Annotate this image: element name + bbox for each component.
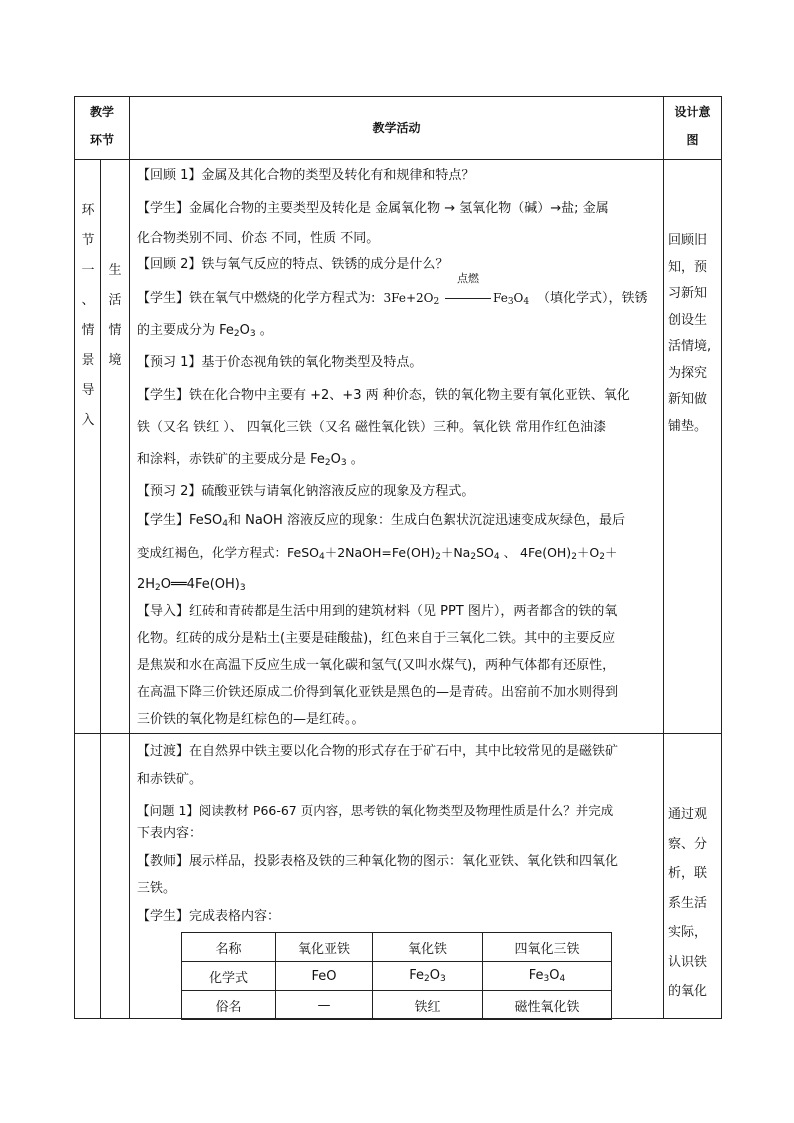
preview-1-answer-line2: 铁（又名 铁红 ）、 四氧化三铁（又名 磁性氧化铁）三种。氧化铁 常用作红色油漆 xyxy=(137,420,607,435)
table-row xyxy=(182,991,612,1020)
intro-line5: 三价铁的氧化物是红棕色的—是红砖。。 xyxy=(137,712,365,727)
preview-1-answer-line3: 和涂料，赤铁矿的主要成分是 $Fe_2O_3$ 。 xyxy=(137,452,364,468)
table-cell: FeO xyxy=(276,962,373,991)
header-bottom-border xyxy=(74,159,722,160)
review-1-answer-line1: 【学生】金属化合物的主要类型及转化是 金属氧化物 → 氢氧化物（碱）→盐; 金属 xyxy=(137,201,609,216)
teacher-line1: 【教师】展示样品，投影表格及铁的三种氧化物的图示：氧化亚铁、氧化铁和四氧化 xyxy=(137,854,619,869)
header-stage: 教学 环节 xyxy=(89,105,114,147)
formula-cell: $Fe_3O_4$ xyxy=(483,962,612,991)
transition-line1: 【过渡】在自然界中铁主要以化合物的形式存在于矿石中，其中比较常见的是磁铁矿 xyxy=(137,744,619,759)
table-cell: 名称 xyxy=(182,933,276,962)
header-activity: 教学活动 xyxy=(372,121,421,135)
table-top-border xyxy=(74,96,722,97)
question-1-line2: 下表内容： xyxy=(137,826,203,841)
stage-column-border xyxy=(129,96,130,1019)
reaction-arrow xyxy=(445,298,491,299)
table-cell: 氧化铁 xyxy=(373,933,483,962)
preview-2-answer-line2: 变成红褐色，化学方程式：$FeSO_4+2NaOH=Fe(OH)_2+Na_2SO_4$ 、 $4Fe(OH)_2+O_2+$ xyxy=(137,545,618,562)
formula-cell: $Fe_2O_3$ xyxy=(373,962,483,991)
table-cell: 磁性氧化铁 xyxy=(483,991,612,1020)
stage-label: 环 节 一 、 情 景 导 入 xyxy=(81,203,95,428)
review-2-question: 【回顾 2】铁与氧气反应的特点、铁锈的成分是什么？ xyxy=(137,257,449,272)
review-2-answer-line2: 的主要成分为 $Fe_2O_3$ 。 xyxy=(137,323,273,339)
table-left-border xyxy=(74,96,75,1019)
preview-1-answer-line1: 【学生】铁在化合物中主要有 +2、+3 两 种价态，铁的氧化物主要有氧化亚铁、氧化 xyxy=(137,388,630,403)
table-cell: 铁红 xyxy=(373,991,483,1020)
table-cell: 化学式 xyxy=(182,962,276,991)
review-2-answer-line1: 【学生】铁在氧气中燃烧的化学方程式为: $3Fe+2O_2$ 点燃 $Fe_3O_4$ （填化学式），铁锈 xyxy=(137,272,648,307)
intro-line4: 在高温下降三价铁还原成二价得到氧化亚铁是黑色的—是青砖。出窑前不加水则得到 xyxy=(137,685,619,700)
teacher-line2: 三铁。 xyxy=(137,881,177,896)
reaction-condition: 点燃 xyxy=(457,272,480,285)
table-cell: 俗名 xyxy=(182,991,276,1020)
intro-line2: 化物。红砖的成分是粘土(主要是硅酸盐)，红色来自于三氧化二铁。其中的主要反应 xyxy=(137,631,616,646)
table-cell: 氧化亚铁 xyxy=(276,933,373,962)
transition-line2: 和赤铁矿。 xyxy=(137,772,203,787)
student-task: 【学生】完成表格内容： xyxy=(137,909,281,924)
combustion-equation: $3Fe+2O_2$ 点燃 $Fe_3O_4$ xyxy=(383,272,530,307)
table-cell: — xyxy=(276,991,373,1020)
preview-1-question: 【预习 1】基于价态视角铁的氧化物类型及特点。 xyxy=(137,355,423,370)
preview-2-question: 【预习 2】硫酸亚铁与请氧化钠溶液反应的现象及方程式。 xyxy=(137,484,475,499)
substage-divider xyxy=(100,159,101,1019)
design-intent-2: 通过观 察、分 析，联 系生活 实际， 认识铁 的氧化 xyxy=(668,807,708,999)
iron-oxide-table xyxy=(181,932,612,1020)
preview-2-answer-line1: 【学生】FeSO$_4$和 NaOH 溶液反应的现象：生成白色絮状沉淀迅速变成灰绿色，最后 xyxy=(137,513,625,529)
design-intent-1: 回顾旧 知，预 习新知 创设生 活情境, 为探究 新知做 铺垫。 xyxy=(668,233,712,434)
substage-label: 生 活 情 境 xyxy=(108,263,122,368)
header-design: 设计意 图 xyxy=(674,105,711,147)
review-1-question: 【回顾 1】金属及其化合物的类型及转化有和规律和特点？ xyxy=(137,168,475,183)
preview-2-answer-line3: $2H_2O══4Fe(OH)_3$ xyxy=(137,577,246,593)
table-cell: 四氧化三铁 xyxy=(483,933,612,962)
review-1-answer-line2: 化合物类别不同、价态 不同，性质 不同。 xyxy=(137,231,380,246)
table-row xyxy=(182,933,612,962)
table-right-border xyxy=(721,96,722,1019)
question-1-line1: 【问题 1】阅读教材 P66-67 页内容，思考铁的氧化物类型及物理性质是什么？并完成 xyxy=(137,803,614,818)
design-column-border xyxy=(663,96,664,1019)
table-row xyxy=(182,962,612,991)
intro-line3: 是焦炭和水在高温下反应生成一氧化碳和氢气(又叫水煤气)，两种气体都有还原性， xyxy=(137,658,616,673)
intro-line1: 【导入】红砖和青砖都是生活中用到的建筑材料（见 PPT 图片），两者都含的铁的氧 xyxy=(137,604,618,619)
